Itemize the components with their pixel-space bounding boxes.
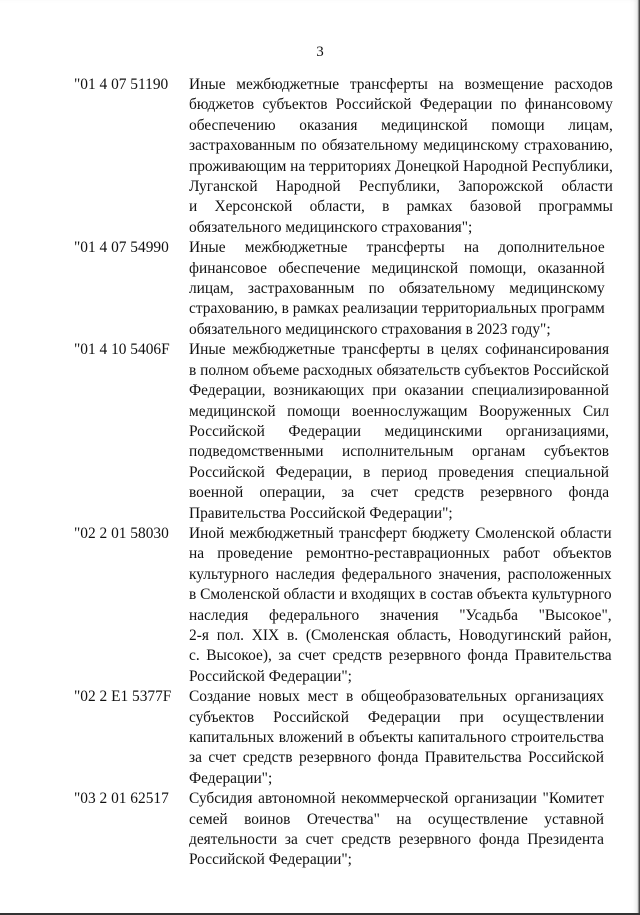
- budget-classification-code: "01 4 10 5406F: [74, 341, 170, 359]
- description-line: культурного наследия федерального значения, расположенных: [189, 565, 612, 583]
- description-line: Создание новых мест в общеобразовательных организациях: [189, 688, 604, 706]
- description-line: лицам, застрахованным по обязательному медицинскому: [189, 280, 605, 298]
- description-line: Луганской Народной Республики, Запорожской области: [189, 178, 613, 196]
- description-line: военной операции, за счет средств резервного фонда: [189, 484, 610, 502]
- description-line: и Херсонской области, в рамках базовой программы: [189, 198, 613, 216]
- budget-entry-description: [189, 789, 604, 871]
- description-line: Российской Федерации";: [189, 667, 352, 685]
- budget-classification-code: "02 2 E1 5377F: [74, 688, 172, 706]
- budget-entry-description: [189, 687, 604, 789]
- description-line: Субсидия автономной некоммерческой организации "Комитет: [189, 790, 604, 808]
- description-line: обязательного медицинского страхования";: [189, 218, 473, 236]
- description-line: капитальных вложений в объекты капитального строительства: [189, 729, 604, 746]
- budget-entry: [74, 524, 612, 687]
- description-line: финансовое обеспечение медицинской помощи, оказанной: [189, 259, 605, 277]
- budget-entry: [74, 340, 610, 524]
- budget-classification-code: "03 2 01 62517: [74, 790, 169, 808]
- description-line: застрахованным по обязательному медицинскому страхованию,: [189, 137, 613, 155]
- description-line: с. Высокое), за счет средств резервного фонда Правительства: [189, 647, 612, 665]
- description-line: медицинской помощи военнослужащим Вооруженных Сил: [189, 402, 610, 420]
- budget-entry-description: [189, 238, 605, 340]
- description-line: в полном объеме расходных обязательств субъектов Российской: [189, 361, 610, 379]
- description-line: Иные межбюджетные трансферты на возмещение расходов: [189, 76, 613, 93]
- budget-classification-code: "01 4 07 54990: [74, 239, 169, 257]
- description-line: обязательного медицинского страхования в 2023 году";: [189, 320, 551, 338]
- description-line: за счет средств резервного фонда Правительства Российской: [189, 749, 604, 767]
- description-line: Иные межбюджетные трансферты на дополнительное: [189, 239, 605, 257]
- description-line: на проведение ремонтно-реставрационных работ объектов: [189, 545, 612, 563]
- budget-entry: [74, 75, 613, 238]
- description-line: Иной межбюджетный трансферт бюджету Смоленской области: [189, 524, 612, 542]
- budget-entry: [74, 789, 604, 871]
- description-line: подведомственными исполнительным органам субъектов: [189, 443, 610, 461]
- budget-entry: [74, 238, 604, 340]
- description-line: Российской Федерации, в период проведения специальной: [189, 463, 610, 481]
- description-line: Иные межбюджетные трансферты в целях софинансирования: [189, 341, 610, 359]
- description-line: бюджетов субъектов Российской Федерации по финансовому: [189, 96, 613, 114]
- description-line: Федерации, возникающих при оказании специализированной: [189, 382, 610, 400]
- description-line: семей воинов Отечества" на осуществление уставной: [189, 810, 604, 828]
- budget-code-list: [74, 75, 613, 871]
- description-line: Российской Федерации медицинскими организациями,: [189, 422, 610, 440]
- budget-classification-code: "02 2 01 58030: [74, 524, 169, 542]
- description-line: Федерации";: [189, 769, 273, 787]
- description-line: Российской Федерации";: [189, 851, 352, 869]
- budget-entry-description: [189, 524, 612, 687]
- budget-entry: [74, 687, 604, 789]
- description-line: страхованию, в рамках реализации территориальных программ: [189, 300, 605, 318]
- budget-entry-description: [189, 340, 609, 524]
- description-line: обеспечению оказания медицинской помощи лицам,: [189, 116, 613, 134]
- description-line: 2-я пол. XIX в. (Смоленская область, Новодугинский район,: [189, 626, 612, 644]
- description-line: проживающим на территориях Донецкой Народной Республики,: [189, 157, 613, 175]
- description-line: в Смоленской области и входящих в состав объекта культурного: [189, 586, 612, 604]
- description-line: деятельности за счет средств резервного фонда Президента: [189, 831, 604, 849]
- budget-classification-code: "01 4 07 51190: [74, 76, 169, 93]
- description-line: субъектов Российской Федерации при осуществлении: [189, 708, 604, 726]
- page-number: 3: [316, 44, 324, 60]
- budget-entry-description: [189, 75, 613, 238]
- description-line: Правительства Российской Федерации";: [189, 504, 453, 522]
- description-line: наследия федерального значения "Усадьба "Высокое",: [189, 606, 612, 624]
